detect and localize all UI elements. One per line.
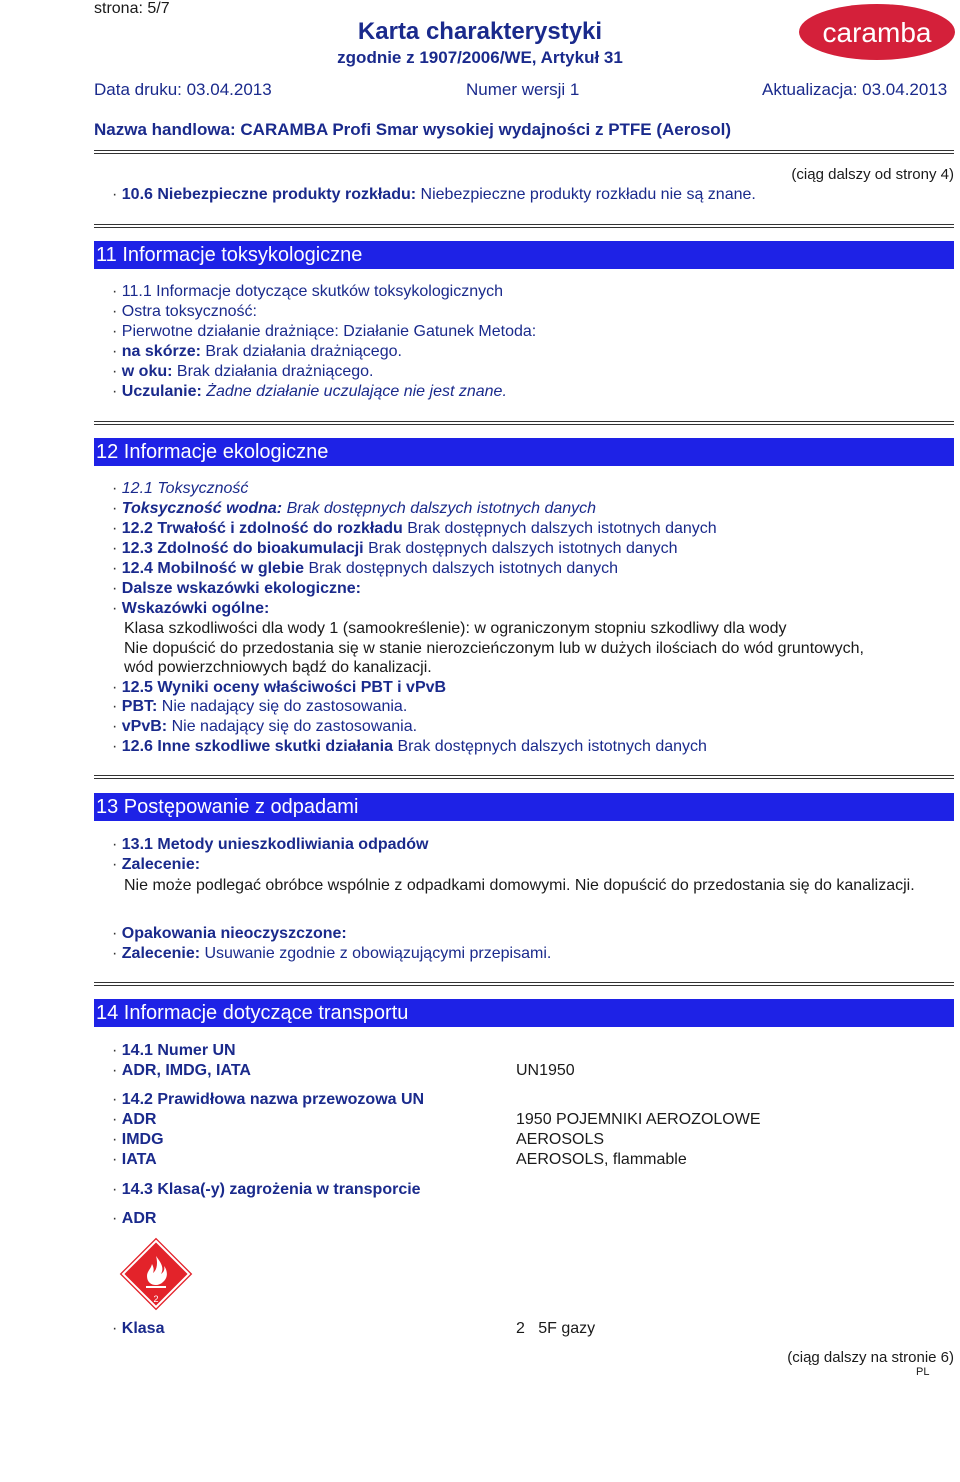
s11-line-4: · na skórze: Brak działania drażniącego. xyxy=(112,343,402,360)
s12-line-5: · 12.4 Mobilność w glebie Brak dostępnych dalszych istotnych danych xyxy=(112,560,618,577)
section-divider xyxy=(94,224,954,228)
s14-line-3: · 14.2 Prawidłowa nazwa przewozowa UN xyxy=(112,1091,425,1108)
section-12-heading: 12 Informacje ekologiczne xyxy=(94,438,954,466)
section-divider xyxy=(94,421,954,425)
print-date: Data druku: 03.04.2013 xyxy=(94,80,272,99)
s11-line-2: · Ostra toksyczność: xyxy=(112,303,257,320)
s12-line-8: · 12.5 Wyniki oceny właściwości PBT i vPvB xyxy=(112,679,447,696)
document-title: Karta charakterystyki xyxy=(357,18,603,45)
s11-line-3: · Pierwotne działanie drażniące: Działanie Gatunek Metoda: xyxy=(112,323,537,340)
s14-line-2: · ADR, IMDG, IATA xyxy=(112,1062,251,1079)
s11-line-6: · Uczulanie: Żadne działanie uczulające nie jest znane. xyxy=(112,383,507,400)
continued-to: (ciąg dalszy na stronie 6) xyxy=(787,1349,954,1366)
s14-iata-name: AEROSOLS, flammable xyxy=(516,1151,687,1168)
svg-text:caramba: caramba xyxy=(822,17,932,48)
s12-paragraph-1: Klasa szkodliwości dla wody 1 (samookreślenie): w ograniczonym stopniu szkodliwy dla wody xyxy=(124,620,787,637)
s12-line-4: · 12.3 Zdolność do bioakumulacji Brak dostępnych dalszych istotnych danych xyxy=(112,540,678,557)
s12-line-6: · Dalsze wskazówki ekologiczne: xyxy=(112,580,361,597)
section-divider xyxy=(94,775,954,779)
s14-imdg-name: AEROSOLS xyxy=(516,1131,605,1148)
update-date: Aktualizacja: 03.04.2013 xyxy=(762,80,948,99)
s14-line-9: · Klasa xyxy=(112,1320,165,1337)
s12-line-1: · 12.1 Toksyczność xyxy=(112,480,249,497)
s14-class-value: 2 5F gazy xyxy=(516,1320,596,1337)
s14-line-6: · IATA xyxy=(112,1151,157,1168)
s12-paragraph-2b: wód powierzchniowych bądź do kanalizacji. xyxy=(124,659,432,676)
s14-line-1: · 14.1 Numer UN xyxy=(112,1042,236,1059)
s12-line-3: · 12.2 Trwałość i zdolność do rozkładu Brak dostępnych dalszych istotnych danych xyxy=(112,520,717,537)
s14-line-5: · IMDG xyxy=(112,1131,164,1148)
s12-paragraph-2a: Nie dopuścić do przedostania się w stanie nierozcieńczonym lub w dużych ilościach do wód gruntowych, xyxy=(124,640,864,657)
s12-line-9: · PBT: Nie nadający się do zastosowania. xyxy=(112,698,408,715)
s13-line-3: · Opakowania nieoczyszczone: xyxy=(112,925,347,942)
svg-text:2: 2 xyxy=(153,1294,159,1304)
section-14-heading: 14 Informacje dotyczące transportu xyxy=(94,999,954,1027)
s12-line-2: · Toksyczność wodna: Brak dostępnych dalszych istotnych danych xyxy=(112,500,597,517)
document-subtitle: zgodnie z 1907/2006/WE, Artykuł 31 xyxy=(337,48,623,67)
s13-line-1: · 13.1 Metody unieszkodliwiania odpadów xyxy=(112,836,429,853)
s13-paragraph: Nie może podlegać obróbce wspólnie z odpadkami domowymi. Nie dopuścić do przedostania się do kanalizacji. xyxy=(124,877,915,894)
s10-6-line: · 10.6 Niebezpieczne produkty rozkładu: Niebezpieczne produkty rozkładu nie są znane. xyxy=(112,186,756,203)
s13-line-2: · Zalecenie: xyxy=(112,856,201,873)
section-11-heading: 11 Informacje toksykologiczne xyxy=(94,241,954,269)
s14-un-number: UN1950 xyxy=(516,1062,575,1079)
s11-line-5: · w oku: Brak działania drażniącego. xyxy=(112,363,374,380)
s14-line-4: · ADR xyxy=(112,1111,157,1128)
s12-line-11: · 12.6 Inne szkodliwe skutki działania Brak dostępnych dalszych istotnych danych xyxy=(112,738,707,755)
s13-line-4: · Zalecenie: Usuwanie zgodnie z obowiązującymi przepisami. xyxy=(112,945,552,962)
language-code: PL xyxy=(916,1366,930,1378)
section-13-heading: 13 Postępowanie z odpadami xyxy=(94,793,954,821)
s14-line-8: · ADR xyxy=(112,1210,157,1227)
trade-name: Nazwa handlowa: CARAMBA Profi Smar wysokiej wydajności z PTFE (Aerosol) xyxy=(94,120,731,139)
version-number: Numer wersji 1 xyxy=(466,80,580,99)
flammable-gas-pictogram xyxy=(118,1236,194,1312)
page-number: strona: 5/7 xyxy=(94,0,170,17)
s14-adr-name: 1950 POJEMNIKI AEROZOLOWE xyxy=(516,1111,761,1128)
caramba-logo xyxy=(798,2,956,62)
header-divider xyxy=(94,150,954,154)
continued-from: (ciąg dalszy od strony 4) xyxy=(791,166,954,183)
s12-line-10: · vPvB: Nie nadający się do zastosowania. xyxy=(112,718,418,735)
s12-line-7: · Wskazówki ogólne: xyxy=(112,600,270,617)
s11-line-1: · 11.1 Informacje dotyczące skutków toksykologicznych xyxy=(112,283,503,300)
s14-line-7: · 14.3 Klasa(-y) zagrożenia w transporcie xyxy=(112,1181,421,1198)
section-divider xyxy=(94,982,954,986)
